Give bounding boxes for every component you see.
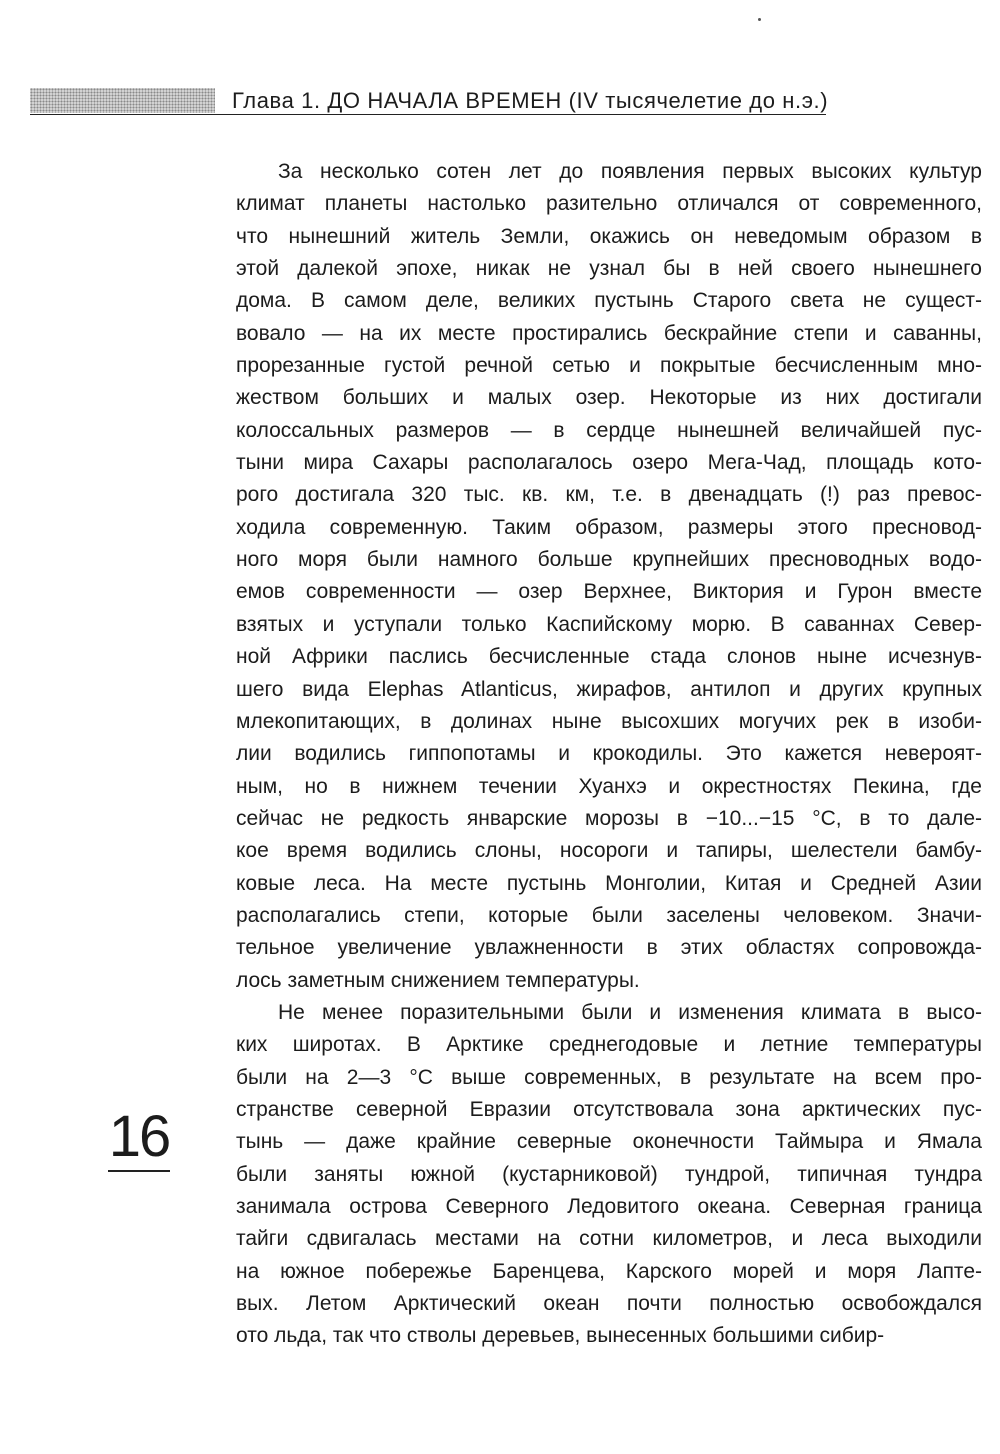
text-line: лось заметным снижением температуры. (236, 968, 640, 992)
header-rule (30, 114, 826, 115)
text-line: странстве северной Евразии отсутствовала зона арктических пус- (236, 1097, 982, 1121)
text-line: взятых и уступали только Каспийскому морю. В саваннах Север- (236, 612, 982, 636)
text-line: вых. Летом Арктический океан почти полностью освобождался (236, 1292, 982, 1316)
text-line: ным, но в нижнем течении Хуанхэ и окрестностях Пекина, где (236, 774, 982, 798)
page-number-rule (108, 1170, 170, 1172)
text-line: дома. В самом деле, великих пустынь Старого света не сущест- (236, 289, 982, 313)
text-line: Не менее поразительными были и изменения климата в высо- (278, 1000, 982, 1024)
body-text (236, 156, 982, 1353)
text-line: млекопитающих, в долинах ныне высохших могучих рек в изоби- (236, 709, 982, 733)
text-line: ких широтах. В Арктике среднегодовые и летние температуры (236, 1033, 982, 1057)
text-line: были на 2—3 °С выше современных, в результате на всем про- (236, 1065, 982, 1089)
text-line: жеством больших и малых озер. Некоторые из них достигали (236, 386, 982, 410)
text-line: ковые леса. На месте пустынь Монголии, Китая и Средней Азии (236, 871, 982, 895)
page-number: 16 (108, 1104, 170, 1169)
text-line: рого достигала 320 тыс. кв. км, т.е. в двенадцать (!) раз превос- (236, 483, 982, 507)
running-header-title: Глава 1. ДО НАЧАЛА ВРЕМЕН (IV тысячелетие до н.э.) (232, 88, 829, 113)
text-line: ного моря были намного больше крупнейших пресноводных водо- (236, 548, 982, 572)
text-line: сейчас не редкость январские морозы в −10...−15 °С, в то дале- (236, 806, 982, 830)
text-line: были заняты южной (кустарниковой) тундрой, типичная тундра (236, 1162, 982, 1186)
text-line: занимала острова Северного Ледовитого океана. Северная граница (236, 1195, 982, 1218)
text-line: емов современности — озер Верхнее, Виктория и Гурон вместе (236, 580, 982, 604)
text-line: что нынешний житель Земли, окажись он неведомым образом в (236, 224, 982, 248)
text-line: тынь — даже крайние северные оконечности Таймыра и Ямала (236, 1130, 982, 1154)
text-line: прорезанные густой речной сетью и покрытые бесчисленным мно- (236, 354, 982, 378)
text-line: этой далекой эпохе, никак не узнал бы в ней своего нынешнего (236, 257, 982, 281)
text-line: тайги сдвигалась местами на сотни километров, и леса выходили (236, 1227, 982, 1251)
paragraph-1 (236, 156, 982, 997)
text-line: располагались степи, которые были заселены человеком. Значи- (236, 903, 982, 927)
text-line: кое время водились слоны, носороги и тапиры, шелестели бамбу- (236, 839, 982, 863)
text-line: климат планеты настолько разительно отличался от современного, (236, 192, 982, 216)
text-line: на южное побережье Баренцева, Карского морей и моря Лапте- (236, 1259, 982, 1283)
text-line: За несколько сотен лет до появления первых высоких культур (278, 160, 982, 183)
header-dotted-pattern (30, 88, 215, 113)
text-line: ото льда, так что стволы деревьев, вынесенных большими сибир- (236, 1324, 885, 1348)
text-line: тыни мира Сахары располагалось озеро Мега-Чад, площадь кото- (236, 451, 982, 475)
text-line: тельное увеличение увлажненности в этих областях сопровожда- (236, 936, 982, 960)
text-line: лии водились гиппопотамы и крокодилы. Это кажется невероят- (236, 742, 982, 766)
text-line: ходила современную. Таким образом, размеры этого пресновод- (236, 515, 982, 539)
scan-speck (758, 18, 761, 21)
text-line: шего вида Elephas Atlanticus, жирафов, антилоп и других крупных (236, 677, 982, 701)
text-line: колоссальных размеров — в сердце нынешней величайшей пус- (236, 418, 982, 442)
text-line: вовало — на их месте простирались бескрайние степи и саванны, (236, 321, 982, 345)
text-line: ной Африки паслись бесчисленные стада слонов ныне исчезнув- (236, 645, 982, 669)
paragraph-2 (236, 997, 982, 1353)
